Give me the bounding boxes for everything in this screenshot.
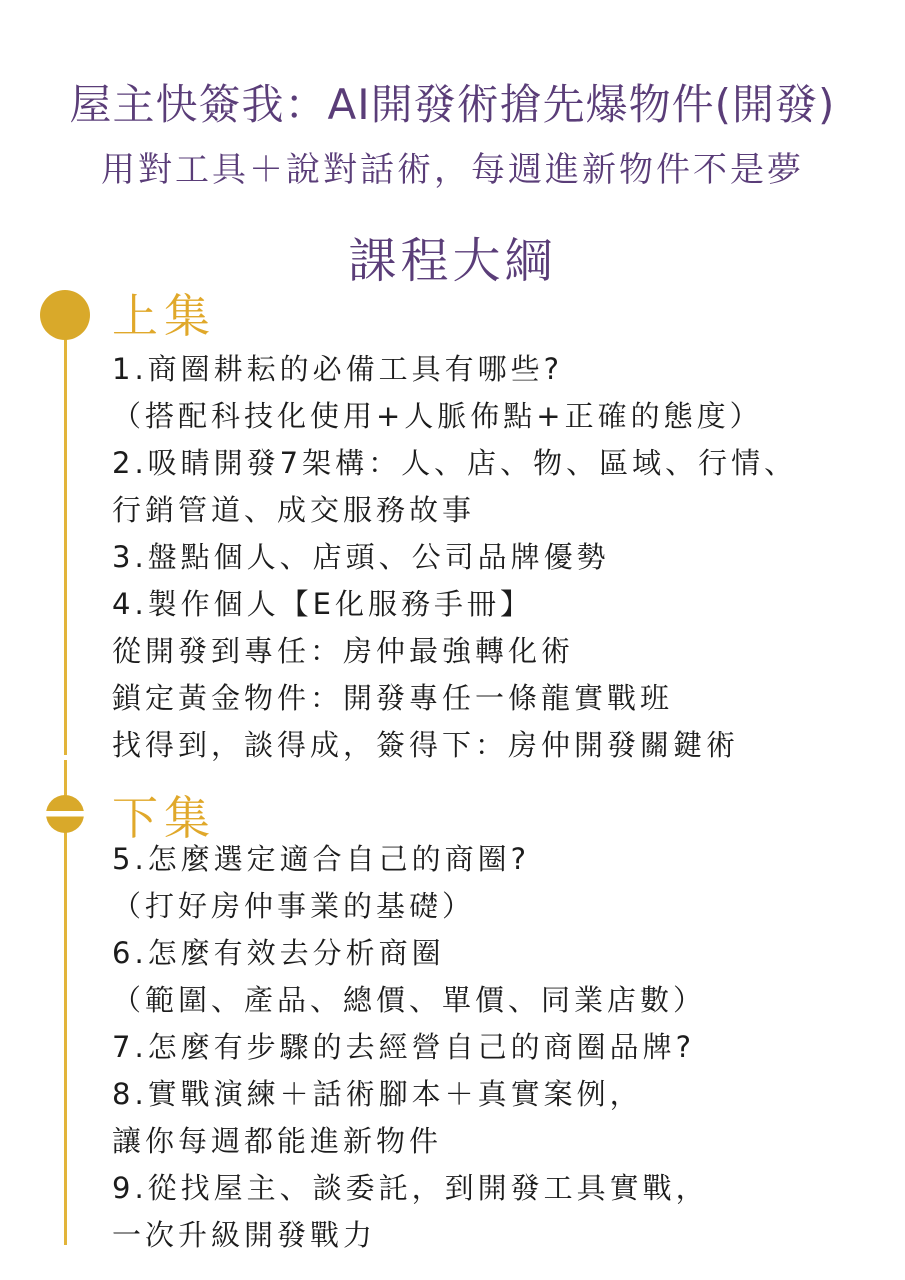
section-list-part2 (112, 836, 709, 1259)
list-item: 鎖定黃金物件：開發專任一條龍實戰班 (112, 681, 674, 715)
timeline-dot-lower (46, 795, 84, 833)
section-list-part1 (112, 346, 797, 769)
outline-heading: 課程大綱 (348, 233, 557, 289)
list-item: 一次升級開發戰力 (112, 1218, 377, 1252)
list-item: （搭配科技化使用+人脈佈點+正確的態度） (112, 399, 763, 433)
list-item: 9.從找屋主、談委託，到開發工具實戰， (112, 1171, 709, 1205)
list-item: 找得到，談得成，簽得下：房仲開發關鍵術 (112, 728, 740, 762)
list-item: 從開發到專任：房仲最強轉化術 (112, 634, 575, 668)
page-subtitle: 用對工具＋說對話術，每週進新物件不是夢 (101, 150, 804, 190)
list-item: 行銷管道、成交服務故事 (112, 493, 476, 527)
list-item: （範圍、產品、總價、單價、同業店數） (112, 983, 707, 1017)
page-title: 屋主快簽我：AI開發術搶先爆物件(開發) (69, 80, 836, 129)
list-item: 8.實戰演練＋話術腳本＋真實案例， (112, 1077, 643, 1111)
list-item: 5.怎麼選定適合自己的商圈? (112, 842, 531, 876)
list-item: 3.盤點個人、店頭、公司品牌優勢 (112, 540, 610, 574)
timeline-line-upper (64, 315, 67, 755)
list-item: （打好房仲事業的基礎） (112, 889, 476, 923)
timeline-dot-upper (40, 290, 90, 340)
list-item: 7.怎麼有步驟的去經營自己的商圈品牌? (112, 1030, 696, 1064)
list-item: 讓你每週都能進新物件 (112, 1124, 443, 1158)
section-title-part1: 上集 (112, 289, 216, 343)
list-item: 2.吸睛開發7架構：人、店、物、區域、行情、 (112, 446, 798, 480)
list-item: 4.製作個人【E化服務手冊】 (112, 587, 533, 621)
section-title-part2: 下集 (112, 791, 216, 845)
list-item: 6.怎麼有效去分析商圈 (112, 936, 445, 970)
list-item: 1.商圈耕耘的必備工具有哪些? (112, 352, 564, 386)
